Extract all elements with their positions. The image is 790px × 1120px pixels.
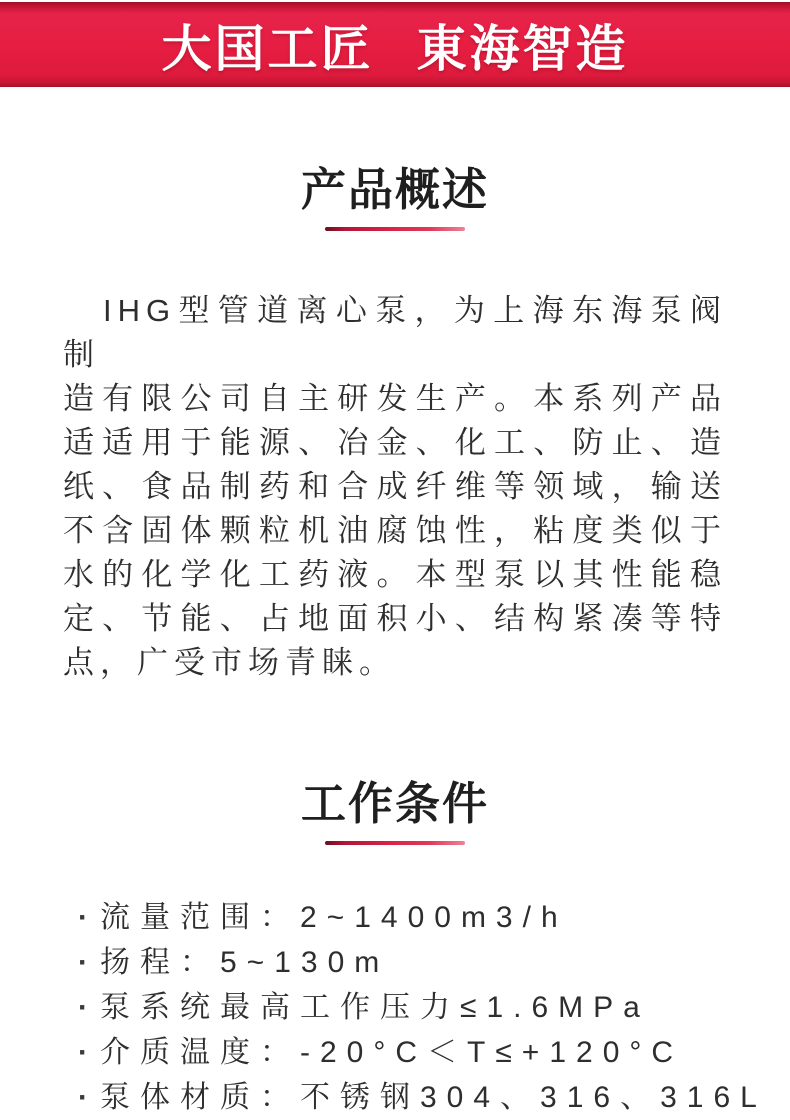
bullet-dot-icon: ·: [78, 1036, 98, 1069]
overview-line: 不含固体颗粒机油腐蚀性，粘度类似于: [63, 513, 727, 548]
condition-max-pressure: [60, 985, 730, 1030]
condition-text: 流量范围：2~1400m3/h: [100, 901, 568, 934]
overview-line: 点，广受市场青睐。: [63, 645, 396, 680]
condition-text: 泵系统最高工作压力≤1.6MPa: [100, 991, 650, 1024]
overview-line: 定、节能、占地面积小、结构紧凑等特: [63, 601, 727, 636]
overview-line: IHG型管道离心泵，为上海东海泵阀制: [63, 293, 727, 372]
bullet-dot-icon: ·: [78, 946, 98, 979]
condition-text: 泵体材质：不锈钢304、316、316L: [100, 1081, 767, 1114]
overview-section-title: 产品概述: [300, 164, 489, 215]
conditions-section-title: 工作条件: [300, 778, 489, 829]
section-working-conditions: [0, 778, 790, 1120]
overview-line: 造有限公司自主研发生产。本系列产品: [63, 381, 727, 416]
overview-title-underline: [325, 227, 465, 231]
condition-flow-range: [60, 895, 730, 940]
banner-slogan: 大国工匠 東海智造: [161, 20, 629, 77]
top-banner: [0, 2, 790, 87]
condition-medium-temperature: [60, 1030, 730, 1075]
condition-head: [60, 940, 730, 985]
condition-body-material: [60, 1075, 767, 1120]
condition-text: 介质温度：-20°C＜T≤+120°C: [100, 1036, 684, 1069]
section-product-overview: [0, 164, 790, 685]
bullet-dot-icon: ·: [78, 901, 98, 934]
overview-line: 适适用于能源、冶金、化工、防止、造: [63, 425, 727, 460]
conditions-title-underline: [325, 841, 465, 845]
condition-text: 扬程：5~130m: [100, 946, 390, 979]
conditions-list: [60, 895, 767, 1120]
bullet-dot-icon: ·: [78, 991, 98, 1024]
overview-line: 水的化学化工药液。本型泵以其性能稳: [63, 557, 727, 592]
overview-paragraph: [63, 289, 727, 685]
bullet-dot-icon: ·: [78, 1081, 98, 1114]
overview-line: 纸、食品制药和合成纤维等领域，输送: [63, 469, 727, 504]
